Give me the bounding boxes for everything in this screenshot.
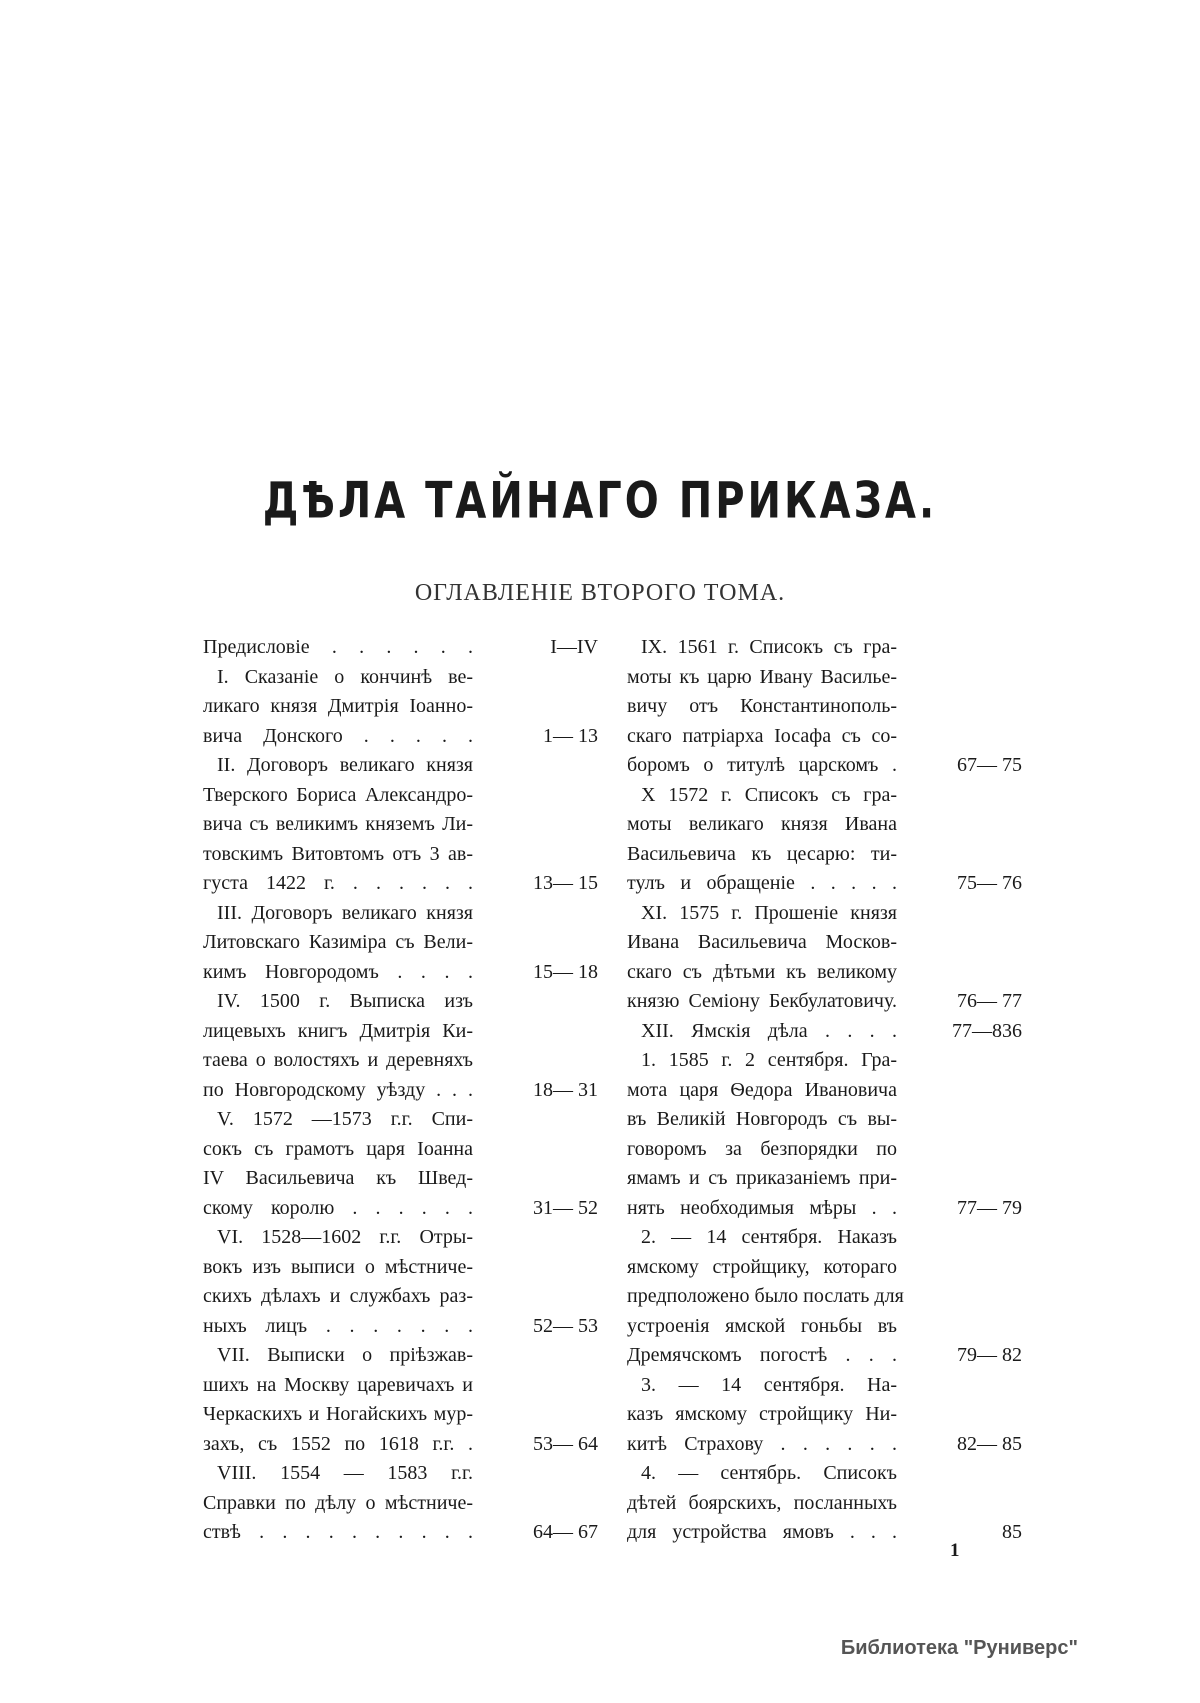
toc-line bbox=[203, 1076, 598, 1106]
toc-line bbox=[203, 1194, 598, 1224]
toc-entry-text: предположено было послать для bbox=[627, 1285, 904, 1307]
toc-line bbox=[203, 722, 598, 752]
toc-line bbox=[627, 1164, 1022, 1194]
toc-entry-text: вича Донского . . . . . bbox=[203, 724, 473, 747]
toc-subtitle: ОГЛАВЛЕНІЕ ВТОРОГО ТОМА. bbox=[414, 580, 786, 606]
toc-left-column bbox=[203, 633, 598, 1548]
toc-line bbox=[627, 1459, 1022, 1489]
toc-entry-text: скаго патріарха Іосафа съ со- bbox=[627, 724, 897, 747]
toc-entry-text: шихъ на Москву царевичахъ и bbox=[203, 1373, 473, 1396]
toc-entry-text: VII. Выписки о пріѣзжав- bbox=[217, 1344, 473, 1366]
toc-entry-text: Тверского Бориса Александро- bbox=[203, 783, 473, 806]
toc-line bbox=[627, 1017, 1022, 1047]
toc-entry-text: китѣ Страхову . . . . . . bbox=[627, 1432, 897, 1455]
toc-line bbox=[203, 692, 598, 722]
toc-line bbox=[203, 1164, 598, 1194]
toc-entry-text: казъ ямскому стройщику Ни- bbox=[627, 1403, 897, 1425]
toc-entry-text: Справки по дѣлу о мѣстниче- bbox=[203, 1491, 473, 1514]
toc-entry-text: ствѣ . . . . . . . . . . bbox=[203, 1521, 473, 1543]
toc-line bbox=[203, 869, 598, 899]
toc-entry-text: VIII. 1554 — 1583 г.г. bbox=[217, 1462, 473, 1484]
toc-entry-text: 3. — 14 сентября. На- bbox=[641, 1373, 897, 1396]
toc-line bbox=[627, 1194, 1022, 1224]
toc-entry-text: Предисловіе . . . . . . bbox=[203, 636, 473, 658]
toc-entry-text: XI. 1575 г. Прошеніе князя bbox=[641, 901, 897, 924]
toc-page-range: 75— 76 bbox=[957, 872, 1022, 894]
toc-entry-text: въ Великій Новгородъ съ вы- bbox=[627, 1108, 897, 1130]
toc-line bbox=[627, 1371, 1022, 1401]
library-watermark: Библиотека "Руниверс" bbox=[840, 1637, 1078, 1659]
toc-page-range: 76— 77 bbox=[957, 990, 1022, 1012]
toc-line bbox=[627, 1253, 1022, 1283]
toc-page-range: 77— 79 bbox=[957, 1196, 1022, 1219]
toc-entry-text: 2. — 14 сентября. Наказъ bbox=[641, 1226, 897, 1248]
toc-page-range: 64— 67 bbox=[533, 1521, 598, 1543]
toc-line bbox=[627, 1341, 1022, 1371]
toc-entry-text: моты великаго князя Ивана bbox=[627, 813, 897, 835]
toc-line bbox=[203, 1341, 598, 1371]
toc-line bbox=[203, 1459, 598, 1489]
toc-page-range: 79— 82 bbox=[957, 1344, 1022, 1366]
toc-line bbox=[203, 1518, 598, 1548]
toc-entry-text: скому королю . . . . . . bbox=[203, 1196, 473, 1219]
toc-page-range: 82— 85 bbox=[957, 1432, 1022, 1455]
toc-line bbox=[627, 869, 1022, 899]
toc-line bbox=[627, 1400, 1022, 1430]
toc-entry-text: мота царя Ѳедора Ивановича bbox=[627, 1078, 897, 1101]
toc-entry-text: II. Договоръ великаго князя bbox=[217, 754, 473, 776]
toc-page-range: 77—836 bbox=[952, 1019, 1022, 1042]
toc-line bbox=[627, 1046, 1022, 1076]
toc-entry-text: ликаго князя Дмитрія Іоанно- bbox=[203, 695, 473, 717]
page-title: ДѢЛА ТАЙНАГО ПРИКАЗА. bbox=[262, 472, 938, 530]
toc-entry-text: густа 1422 г. . . . . . . bbox=[203, 872, 473, 894]
toc-line bbox=[627, 1105, 1022, 1135]
toc-entry-text: кимъ Новгородомъ . . . . bbox=[203, 960, 473, 983]
toc-line bbox=[627, 722, 1022, 752]
toc-entry-text: Литовскаго Казиміра съ Вели- bbox=[203, 931, 473, 953]
toc-line bbox=[627, 1489, 1022, 1519]
toc-line bbox=[627, 1076, 1022, 1106]
toc-page-range: I—IV bbox=[550, 636, 598, 658]
toc-line bbox=[203, 751, 598, 781]
toc-entry-text: IX. 1561 г. Списокъ съ гра- bbox=[641, 636, 897, 658]
toc-page-range: 85 bbox=[1002, 1521, 1022, 1543]
toc-line bbox=[627, 692, 1022, 722]
toc-page-range: 52— 53 bbox=[533, 1314, 598, 1337]
toc-entry-text: скихъ дѣлахъ и службахъ раз- bbox=[203, 1285, 473, 1307]
toc-line bbox=[627, 810, 1022, 840]
toc-line bbox=[627, 899, 1022, 929]
toc-entry-text: говоромъ за безпорядки по bbox=[627, 1137, 897, 1160]
toc-entry-text: сокъ съ грамотъ царя Іоанна bbox=[203, 1137, 473, 1160]
toc-line bbox=[203, 1223, 598, 1253]
toc-entry-text: вокъ изъ выписи о мѣстниче- bbox=[203, 1255, 473, 1278]
toc-entry-text: XII. Ямскія дѣла . . . . bbox=[641, 1019, 897, 1042]
toc-line bbox=[203, 663, 598, 693]
toc-line bbox=[627, 781, 1022, 811]
toc-line bbox=[203, 1371, 598, 1401]
toc-entry-text: VI. 1528—1602 г.г. Отры- bbox=[217, 1226, 473, 1248]
toc-entry-text: для устройства ямовъ . . . bbox=[627, 1521, 897, 1543]
toc-line bbox=[203, 958, 598, 988]
toc-entry-text: скаго съ дѣтьми къ великому bbox=[627, 960, 897, 983]
toc-line bbox=[203, 1430, 598, 1460]
toc-page-range: 15— 18 bbox=[533, 960, 598, 983]
toc-page-range: 31— 52 bbox=[533, 1196, 598, 1219]
toc-line bbox=[203, 1312, 598, 1342]
toc-line bbox=[203, 781, 598, 811]
toc-line bbox=[627, 663, 1022, 693]
toc-line bbox=[203, 840, 598, 870]
toc-entry-text: IV Васильевича къ Швед- bbox=[203, 1167, 473, 1189]
toc-entry-text: I. Сказаніе о кончинѣ ве- bbox=[217, 665, 473, 688]
toc-entry-text: IV. 1500 г. Выписка изъ bbox=[217, 990, 473, 1012]
toc-line bbox=[203, 1017, 598, 1047]
toc-entry-text: таева о волостяхъ и деревняхъ bbox=[203, 1049, 473, 1071]
toc-line bbox=[627, 1223, 1022, 1253]
toc-entry-text: моты къ царю Ивану Василье- bbox=[627, 665, 897, 688]
toc-right-column bbox=[627, 633, 1022, 1548]
toc-entry-text: захъ, съ 1552 по 1618 г.г. . bbox=[203, 1432, 473, 1455]
toc-entry-text: боромъ о титулѣ царскомъ . bbox=[627, 754, 897, 776]
toc-line bbox=[627, 1312, 1022, 1342]
toc-entry-text: Черкаскихъ и Ногайскихъ мур- bbox=[203, 1403, 473, 1425]
page-number: 1 bbox=[950, 1540, 960, 1561]
toc-entry-text: 4. — сентябрь. Списокъ bbox=[641, 1462, 897, 1484]
toc-entry-text: дѣтей боярскихъ, посланныхъ bbox=[627, 1491, 897, 1514]
toc-entry-text: по Новгородскому уѣзду . . . bbox=[203, 1078, 473, 1101]
toc-line bbox=[627, 633, 1022, 663]
toc-entry-text: Ивана Васильевича Москов- bbox=[627, 931, 897, 953]
toc-line bbox=[627, 958, 1022, 988]
toc-entry-text: ныхъ лицъ . . . . . . . bbox=[203, 1314, 473, 1337]
toc-page-range: 53— 64 bbox=[533, 1432, 598, 1455]
toc-page-range: 18— 31 bbox=[533, 1078, 598, 1101]
toc-line bbox=[203, 899, 598, 929]
toc-line bbox=[627, 928, 1022, 958]
toc-page-range: 1— 13 bbox=[543, 724, 598, 747]
toc-line bbox=[203, 1253, 598, 1283]
toc-entry-text: вича съ великимъ княземъ Ли- bbox=[203, 813, 473, 835]
toc-line bbox=[203, 987, 598, 1017]
toc-line bbox=[203, 1105, 598, 1135]
toc-line bbox=[627, 1430, 1022, 1460]
toc-entry-text: нять необходимыя мѣры . . bbox=[627, 1196, 897, 1219]
toc-entry-text: товскимъ Витовтомъ отъ 3 ав- bbox=[203, 842, 473, 865]
toc-entry-text: 1. 1585 г. 2 сентября. Гра- bbox=[641, 1049, 897, 1071]
toc-line bbox=[203, 1489, 598, 1519]
toc-entry-text: ямскому стройщику, котораго bbox=[627, 1255, 897, 1278]
toc-entry-text: тулъ и обращеніе . . . . . bbox=[627, 872, 897, 894]
toc-entry-text: III. Договоръ великаго князя bbox=[217, 901, 473, 924]
toc-line bbox=[627, 751, 1022, 781]
toc-page-range: 67— 75 bbox=[957, 754, 1022, 776]
toc-page-range: 13— 15 bbox=[533, 872, 598, 894]
toc-entry-text: ямамъ и съ приказаніемъ при- bbox=[627, 1167, 897, 1189]
toc-line bbox=[203, 810, 598, 840]
toc-entry-text: V. 1572 —1573 г.г. Спи- bbox=[217, 1108, 473, 1130]
toc-entry-text: Васильевича къ цесарю: ти- bbox=[627, 842, 897, 865]
toc-entry-text: Дремячскомъ погостѣ . . . bbox=[627, 1344, 897, 1366]
toc-entry-text: лицевыхъ книгъ Дмитрія Ки- bbox=[203, 1019, 473, 1042]
toc-entry-text: устроенія ямской гоньбы въ bbox=[627, 1314, 897, 1337]
toc-line bbox=[627, 1135, 1022, 1165]
toc-line bbox=[203, 1135, 598, 1165]
toc-line bbox=[203, 1400, 598, 1430]
toc-line bbox=[203, 1282, 598, 1312]
toc-entry-text: вичу отъ Константинополь- bbox=[627, 695, 897, 717]
toc-entry-text: X 1572 г. Списокъ съ гра- bbox=[641, 783, 897, 806]
toc-line bbox=[627, 1518, 1022, 1548]
toc-line bbox=[203, 928, 598, 958]
toc-line bbox=[627, 840, 1022, 870]
toc-line bbox=[627, 1282, 1022, 1312]
toc-line bbox=[203, 633, 598, 663]
toc-entry-text: князю Семіону Бекбулатовичу. bbox=[627, 990, 897, 1012]
toc-line bbox=[627, 987, 1022, 1017]
toc-line bbox=[203, 1046, 598, 1076]
